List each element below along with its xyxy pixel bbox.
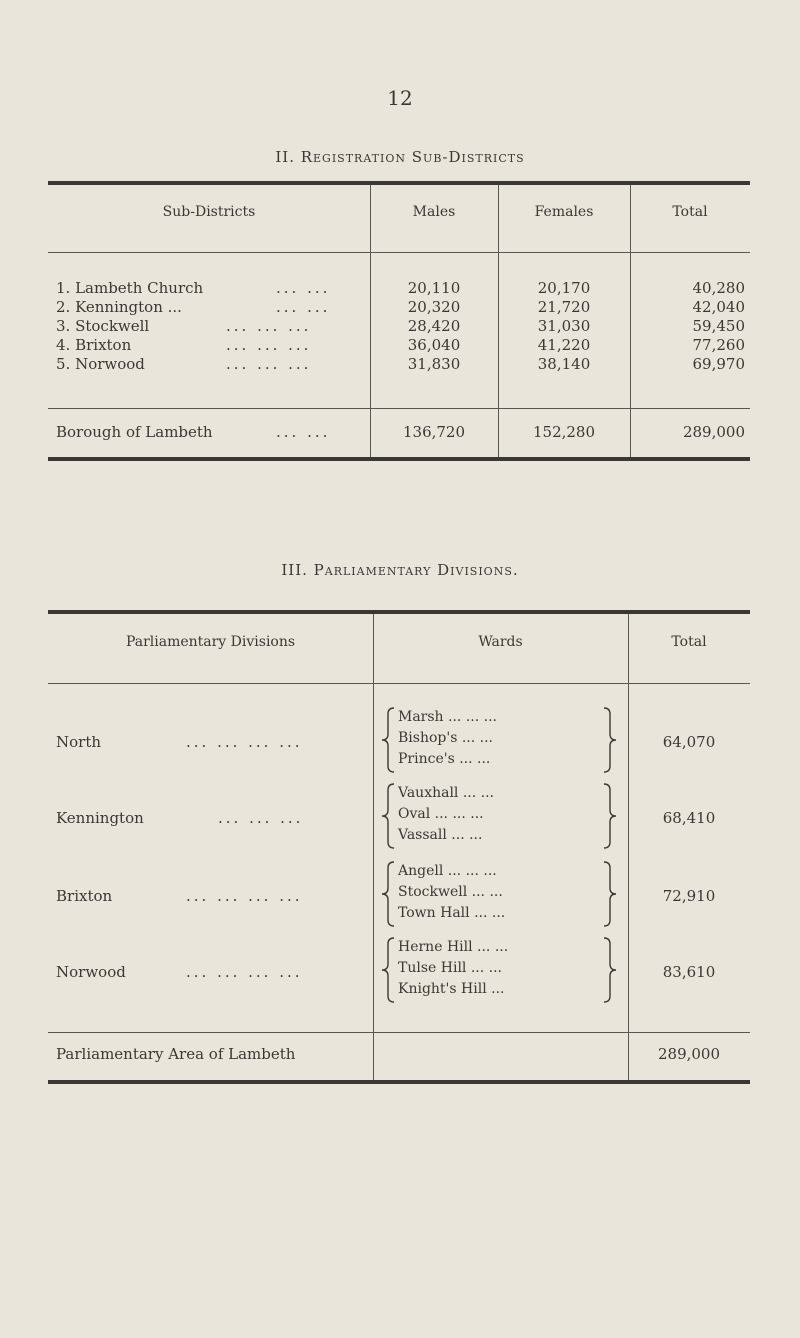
- right-brace-icon: [602, 782, 622, 850]
- header-males: Males: [412, 204, 456, 220]
- section-2-title: II. Registration Sub-Districts: [275, 148, 525, 166]
- total-value: 40,280: [692, 279, 745, 297]
- division-name: Kennington: [56, 809, 144, 827]
- total-value: 77,260: [692, 336, 745, 354]
- females-total: 152,280: [532, 423, 596, 441]
- ward-name: Town Hall ... ...: [398, 905, 506, 921]
- left-brace-icon: [380, 782, 396, 850]
- header-total: Total: [672, 204, 708, 220]
- grand-total: 289,000: [682, 423, 745, 441]
- division-name: Norwood: [56, 963, 126, 981]
- table-3-bottom-rule: [48, 1080, 750, 1084]
- table-3-header-rule: [48, 683, 750, 684]
- division-name: North: [56, 733, 102, 751]
- females-value: 41,220: [537, 336, 591, 354]
- ward-name: Marsh ... ... ...: [398, 709, 497, 725]
- leader-dots: ... ... ...: [218, 809, 304, 827]
- males-value: 20,320: [407, 298, 461, 316]
- left-brace-icon: [380, 860, 396, 928]
- ward-name: Stockwell ... ...: [398, 884, 503, 900]
- header-total: Total: [671, 634, 707, 650]
- females-value: 31,030: [537, 317, 591, 335]
- table-row-label: 5. Norwood: [56, 355, 145, 373]
- header-wards: Wards: [478, 634, 523, 650]
- header-sub-districts: Sub-Districts: [162, 204, 256, 220]
- leader-dots: ... ...: [276, 279, 331, 297]
- ward-name: Knight's Hill ...: [398, 981, 505, 997]
- table-row-label: 4. Brixton: [56, 336, 132, 354]
- females-value: 21,720: [537, 298, 591, 316]
- ward-name: Angell ... ... ...: [398, 863, 497, 879]
- leader-dots: ... ...: [276, 423, 331, 441]
- right-brace-icon: [602, 706, 622, 774]
- table-row-label: 3. Stockwell: [56, 317, 150, 335]
- header-females: Females: [534, 204, 594, 220]
- table-2-top-rule: [48, 181, 750, 185]
- table-2-divider: [630, 185, 631, 457]
- division-total: 68,410: [662, 809, 716, 827]
- left-brace-icon: [380, 706, 396, 774]
- section-3-title: III. Parliamentary Divisions.: [281, 561, 519, 579]
- leader-dots: ... ... ... ...: [186, 887, 303, 905]
- ward-name: Tulse Hill ... ...: [398, 960, 502, 976]
- table-3-top-rule: [48, 610, 750, 614]
- total-value: 42,040: [692, 298, 745, 316]
- leader-dots: ... ... ... ...: [186, 963, 303, 981]
- right-brace-icon: [602, 860, 622, 928]
- total-value: 69,970: [692, 355, 745, 373]
- leader-dots: ... ... ... ...: [186, 733, 303, 751]
- division-total: 72,910: [662, 887, 716, 905]
- leader-dots: ... ... ...: [226, 355, 312, 373]
- males-value: 20,110: [407, 279, 461, 297]
- ward-name: Prince's ... ...: [398, 751, 491, 767]
- parliamentary-grand-total: 289,000: [657, 1045, 721, 1063]
- females-value: 20,170: [537, 279, 591, 297]
- ward-name: Vauxhall ... ...: [398, 785, 495, 801]
- males-total: 136,720: [402, 423, 466, 441]
- leader-dots: ... ... ...: [226, 317, 312, 335]
- division-total: 83,610: [662, 963, 716, 981]
- left-brace-icon: [380, 936, 396, 1004]
- borough-total-label: Borough of Lambeth: [56, 423, 213, 441]
- ward-name: Bishop's ... ...: [398, 730, 493, 746]
- ward-name: Vassall ... ...: [398, 827, 483, 843]
- table-2-total-rule: [48, 408, 750, 409]
- males-value: 28,420: [407, 317, 461, 335]
- page-number: 12: [387, 86, 413, 110]
- ward-name: Oval ... ... ...: [398, 806, 484, 822]
- leader-dots: ... ...: [276, 298, 331, 316]
- right-brace-icon: [602, 936, 622, 1004]
- males-value: 31,830: [407, 355, 461, 373]
- leader-dots: ... ... ...: [226, 336, 312, 354]
- division-total: 64,070: [662, 733, 716, 751]
- table-row-label: 1. Lambeth Church: [56, 279, 204, 297]
- header-parliamentary-divisions: Parliamentary Divisions: [125, 634, 296, 650]
- ward-name: Herne Hill ... ...: [398, 939, 509, 955]
- table-2-bottom-rule: [48, 457, 750, 461]
- table-row-label: 2. Kennington ...: [56, 298, 182, 316]
- division-name: Brixton: [56, 887, 113, 905]
- parliamentary-total-label: Parliamentary Area of Lambeth: [56, 1045, 296, 1063]
- males-value: 36,040: [407, 336, 461, 354]
- total-value: 59,450: [692, 317, 745, 335]
- females-value: 38,140: [537, 355, 591, 373]
- table-3-total-rule: [48, 1032, 750, 1033]
- table-2-header-rule: [48, 252, 750, 253]
